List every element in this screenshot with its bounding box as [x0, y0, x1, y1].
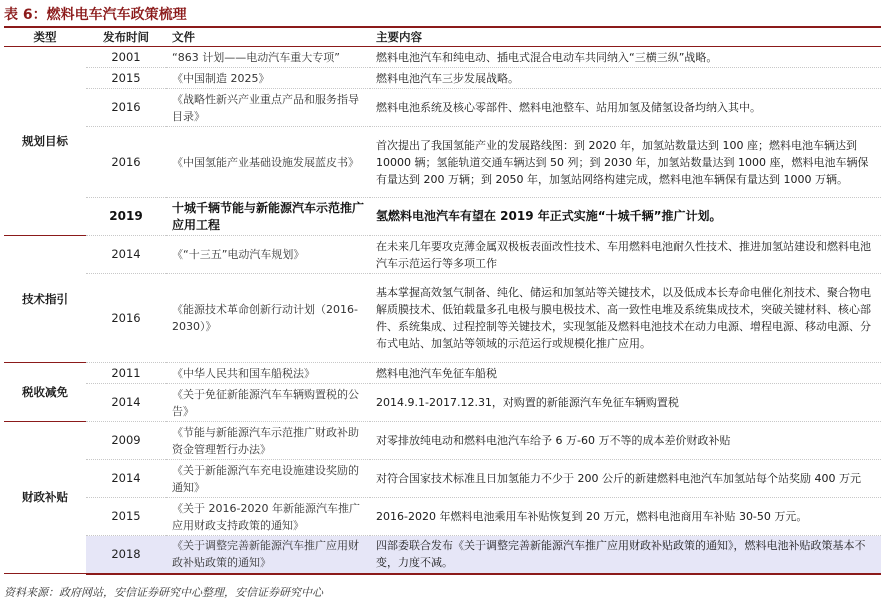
year-cell: 2014	[86, 236, 166, 274]
year-cell: 2009	[86, 422, 166, 460]
table-row	[4, 460, 881, 498]
content-cell: 氢燃料电池汽车有望在 2019 年正式实施“十城千辆”推广计划。	[370, 198, 881, 236]
header-document: 文件	[166, 28, 370, 47]
table-title: 表 6：燃料电车汽车政策梳理	[4, 7, 187, 23]
table-row	[4, 236, 881, 274]
policy-table	[4, 28, 881, 575]
document-cell: 《“十三五”电动汽车规划》	[166, 236, 370, 274]
category-cell: 技术指引	[4, 236, 86, 363]
year-cell: 2014	[86, 460, 166, 498]
table-row	[4, 89, 881, 127]
document-cell: 《战略性新兴产业重点产品和服务指导目录》	[166, 89, 370, 127]
content-cell: 燃料电池汽车三步发展战略。	[370, 68, 881, 89]
header-content: 主要内容	[370, 28, 881, 47]
header-row	[4, 28, 881, 47]
table-row	[4, 384, 881, 422]
content-cell: 对符合国家技术标准且日加氢能力不少于 200 公斤的新建燃料电池汽车加氢站每个站奖励 400 万元	[370, 460, 881, 498]
table-body	[4, 47, 881, 574]
content-cell: 四部委联合发布《关于调整完善新能源汽车推广应用财政补贴政策的通知》，燃料电池补贴政策基本不变，力度不减。	[370, 536, 881, 574]
content-cell: 首次提出了我国氢能产业的发展路线图：到 2020 年，加氢站数量达到 100 座；燃料电池车辆达到 10000 辆；氢能轨道交通车辆达到 50 列；到 2030 年，加氢站数量达到 1000 座，燃料电池车辆保有量达到 200 万辆；到 2050 年，加氢站网络构建完成，燃料电池车辆保有量达到 1000 万辆。	[370, 127, 881, 198]
category-cell: 规划目标	[4, 47, 86, 236]
year-cell: 2019	[86, 198, 166, 236]
table-row	[4, 363, 881, 384]
document-cell: 《中国制造 2025》	[166, 68, 370, 89]
document-cell: 《关于免征新能源汽车车辆购置税的公告》	[166, 384, 370, 422]
document-cell: “863 计划——电动汽车重大专项”	[166, 47, 370, 68]
document-cell: 《关于调整完善新能源汽车推广应用财政补贴政策的通知》	[166, 536, 370, 574]
table-row	[4, 198, 881, 236]
table-row	[4, 498, 881, 536]
table-row	[4, 68, 881, 89]
content-cell: 燃料电池汽车和纯电动、插电式混合电动车共同纳入“三横三纵”战略。	[370, 47, 881, 68]
year-cell: 2016	[86, 274, 166, 363]
table-row	[4, 422, 881, 460]
year-cell: 2001	[86, 47, 166, 68]
category-cell: 财政补贴	[4, 422, 86, 574]
document-cell: 十城千辆节能与新能源汽车示范推广应用工程	[166, 198, 370, 236]
content-cell: 燃料电池系统及核心零部件、燃料电池整车、站用加氢及储氢设备均纳入其中。	[370, 89, 881, 127]
document-cell: 《中国氢能产业基础设施发展蓝皮书》	[166, 127, 370, 198]
header-date: 发布时间	[86, 28, 166, 47]
year-cell: 2011	[86, 363, 166, 384]
content-cell: 2014.9.1-2017.12.31，对购置的新能源汽车免征车辆购置税	[370, 384, 881, 422]
content-cell: 基本掌握高效氢气制备、纯化、储运和加氢站等关键技术，以及低成本长寿命电催化剂技术、聚合物电解质膜技术、低铂载量多孔电极与膜电极技术、高一致性电堆及系统集成技术，突破关键材料、核心部件、系统集成、过程控制等关键技术，实现氢能及燃料电池技术在动力电源、增程电源、移动电源、分布式电站、加氢站等领域的示范运行或规模化推广应用。	[370, 274, 881, 363]
content-cell: 2016-2020 年燃料电池乘用车补贴恢复到 20 万元，燃料电池商用车补贴 30-50 万元。	[370, 498, 881, 536]
document-cell: 《关于新能源汽车充电设施建设奖励的通知》	[166, 460, 370, 498]
year-cell: 2018	[86, 536, 166, 574]
document-cell: 《能源技术革命创新行动计划（2016-2030）》	[166, 274, 370, 363]
document-cell: 《关于 2016-2020 年新能源汽车推广应用财政支持政策的通知》	[166, 498, 370, 536]
year-cell: 2015	[86, 498, 166, 536]
document-cell: 《中华人民共和国车船税法》	[166, 363, 370, 384]
year-cell: 2014	[86, 384, 166, 422]
header-type: 类型	[4, 28, 86, 47]
table-row	[4, 274, 881, 363]
table-row	[4, 536, 881, 574]
source-note: 资料来源：政府网站，安信证券研究中心整理，安信证券研究中心	[4, 586, 323, 599]
content-cell: 在未来几年要攻克薄金属双极板表面改性技术、车用燃料电池耐久性技术、推进加氢站建设和燃料电池汽车示范运行等多项工作	[370, 236, 881, 274]
year-cell: 2016	[86, 127, 166, 198]
table-row	[4, 127, 881, 198]
year-cell: 2016	[86, 89, 166, 127]
year-cell: 2015	[86, 68, 166, 89]
category-cell: 税收减免	[4, 363, 86, 422]
document-cell: 《节能与新能源汽车示范推广财政补助资金管理暂行办法》	[166, 422, 370, 460]
content-cell: 对零排放纯电动和燃料电池汽车给予 6 万-60 万不等的成本差价财政补贴	[370, 422, 881, 460]
content-cell: 燃料电池汽车免征车船税	[370, 363, 881, 384]
table-row	[4, 47, 881, 68]
